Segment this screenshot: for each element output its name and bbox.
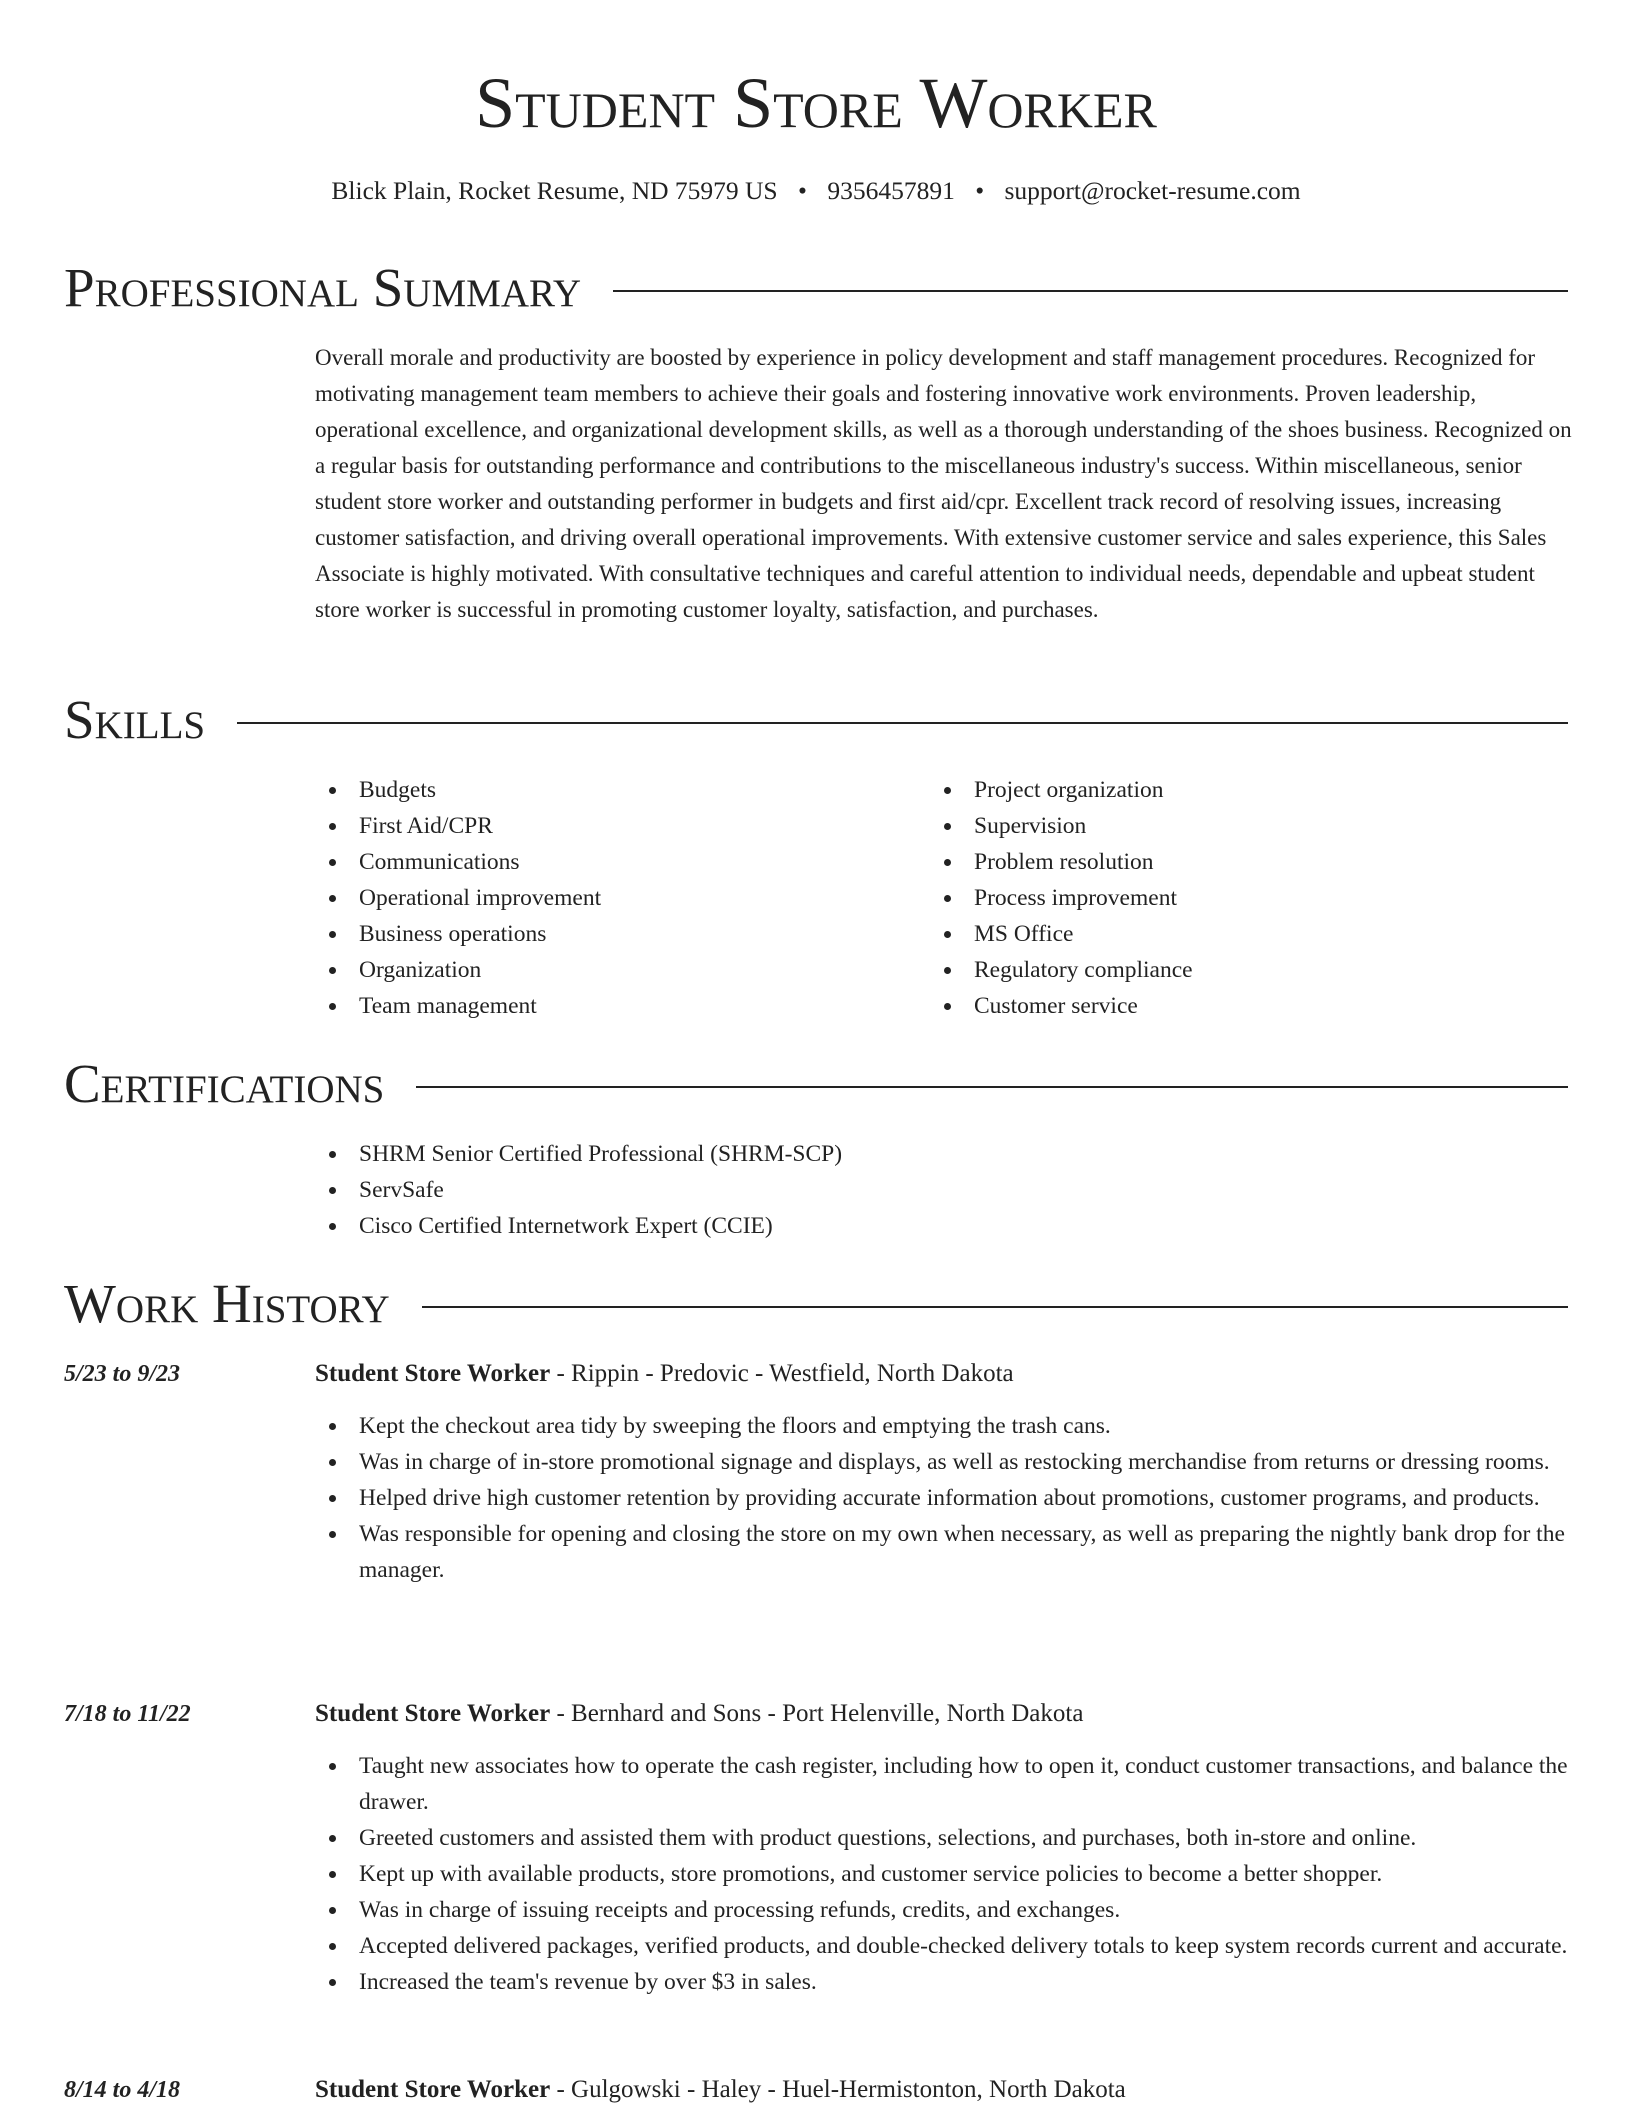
- job-heading: [315, 2072, 1126, 2108]
- contact-phone: 9356457891: [827, 176, 955, 205]
- certifications-section-title: Certifications: [64, 1053, 385, 1114]
- skill-item: Budgets: [315, 772, 915, 808]
- job-bullet: Accepted delivered packages, verified products, and double-checked delivery totals to keep system records current and accurate.: [315, 1928, 1575, 1964]
- job-bullet-list: [315, 1408, 1575, 1588]
- contact-separator: •: [798, 176, 807, 205]
- job-title: Student Store Worker: [315, 1700, 551, 1727]
- skill-item: Team management: [315, 988, 915, 1024]
- certifications-section-header: [64, 1050, 1568, 1118]
- certifications-list: [315, 1136, 1575, 1244]
- job-title: Student Store Worker: [315, 1360, 551, 1387]
- job-bullet: Was in charge of in-store promotional signage and displays, as well as restocking merchandise from returns or dressing rooms.: [315, 1444, 1575, 1480]
- job-bullet-list: [315, 1748, 1575, 2000]
- candidate-name: Student Store Worker: [475, 63, 1157, 143]
- job-bullet: Greeted customers and assisted them with product questions, selections, and purchases, both in-store and online.: [315, 1820, 1575, 1856]
- skill-item: First Aid/CPR: [315, 808, 915, 844]
- skill-item: MS Office: [930, 916, 1550, 952]
- job-company-location: - Gulgowski - Haley - Huel-Hermistonton, North Dakota: [550, 2076, 1126, 2103]
- skill-item: Operational improvement: [315, 880, 915, 916]
- skill-item: Problem resolution: [930, 844, 1550, 880]
- skill-item: Communications: [315, 844, 915, 880]
- job-dates: 7/18 to 11/22: [64, 1701, 191, 1727]
- skill-item: Supervision: [930, 808, 1550, 844]
- summary-text: Overall morale and productivity are boosted by experience in policy development and staff management procedures. Recognized for motivating management team members to achieve their goals and fostering innovative work environments. Proven leadership, operational excellence, and organizational development skills, as well as a thorough understanding of the shoes business. Recognized on a regular basis for outstanding performance and contributions to the miscellaneous industry's success. Within miscellaneous, senior student store worker and outstanding performer in budgets and first aid/cpr. Excellent track record of resolving issues, increasing customer satisfaction, and driving overall operational improvements. With extensive customer service and sales experience, this Sales Associate is highly motivated. With consultative techniques and careful attention to individual needs, dependable and upbeat student store worker is successful in promoting customer loyalty, satisfaction, and purchases.: [315, 345, 1572, 622]
- job-title: Student Store Worker: [315, 2076, 551, 2103]
- certification-item: Cisco Certified Internetwork Expert (CCIE): [315, 1208, 1575, 1244]
- certification-item: SHRM Senior Certified Professional (SHRM-SCP): [315, 1136, 1575, 1172]
- skill-item: Business operations: [315, 916, 915, 952]
- job-heading: [315, 1356, 1014, 1392]
- job-bullet: Was in charge of issuing receipts and processing refunds, credits, and exchanges.: [315, 1892, 1575, 1928]
- summary-section-title: Professional Summary: [64, 257, 582, 318]
- job-company-location: - Rippin - Predovic - Westfield, North Dakota: [550, 1360, 1014, 1387]
- section-divider: [416, 1086, 1568, 1088]
- skill-item: Customer service: [930, 988, 1550, 1024]
- contact-address: Blick Plain, Rocket Resume, ND 75979 US: [331, 176, 778, 205]
- job-dates: 8/14 to 4/18: [64, 2077, 181, 2103]
- skills-section-header: [64, 686, 1568, 754]
- job-bullet: Was responsible for opening and closing the store on my own when necessary, as well as preparing the nightly bank drop for the manager.: [315, 1516, 1575, 1588]
- skill-item: Process improvement: [930, 880, 1550, 916]
- certification-item: ServSafe: [315, 1172, 1575, 1208]
- section-divider: [422, 1306, 1568, 1308]
- work-history-section-title: Work History: [64, 1273, 390, 1334]
- skills-section-title: Skills: [64, 689, 206, 750]
- skills-list-right: [930, 772, 1550, 1024]
- job-bullet: Increased the team's revenue by over $3 in sales.: [315, 1964, 1575, 2000]
- skills-list-left: [315, 772, 915, 1024]
- job-bullet: Kept up with available products, store promotions, and customer service policies to become a better shopper.: [315, 1856, 1575, 1892]
- skill-item: Regulatory compliance: [930, 952, 1550, 988]
- job-company-location: - Bernhard and Sons - Port Helenville, North Dakota: [550, 1700, 1084, 1727]
- skill-item: Organization: [315, 952, 915, 988]
- contact-email: support@rocket-resume.com: [1004, 176, 1301, 205]
- section-divider: [237, 722, 1568, 724]
- summary-section-header: [64, 254, 1568, 322]
- contact-separator: •: [975, 176, 985, 205]
- work-history-section-header: [64, 1270, 1568, 1338]
- section-divider: [613, 290, 1568, 292]
- job-bullet: Taught new associates how to operate the cash register, including how to open it, conduct customer transactions, and balance the drawer.: [315, 1748, 1575, 1820]
- job-bullet: Helped drive high customer retention by providing accurate information about promotions, customer programs, and products.: [315, 1480, 1575, 1516]
- job-heading: [315, 1696, 1083, 1732]
- job-bullet: Kept the checkout area tidy by sweeping the floors and emptying the trash cans.: [315, 1408, 1575, 1444]
- contact-line: [0, 174, 1632, 208]
- job-dates: 5/23 to 9/23: [64, 1361, 181, 1387]
- skill-item: Project organization: [930, 772, 1550, 808]
